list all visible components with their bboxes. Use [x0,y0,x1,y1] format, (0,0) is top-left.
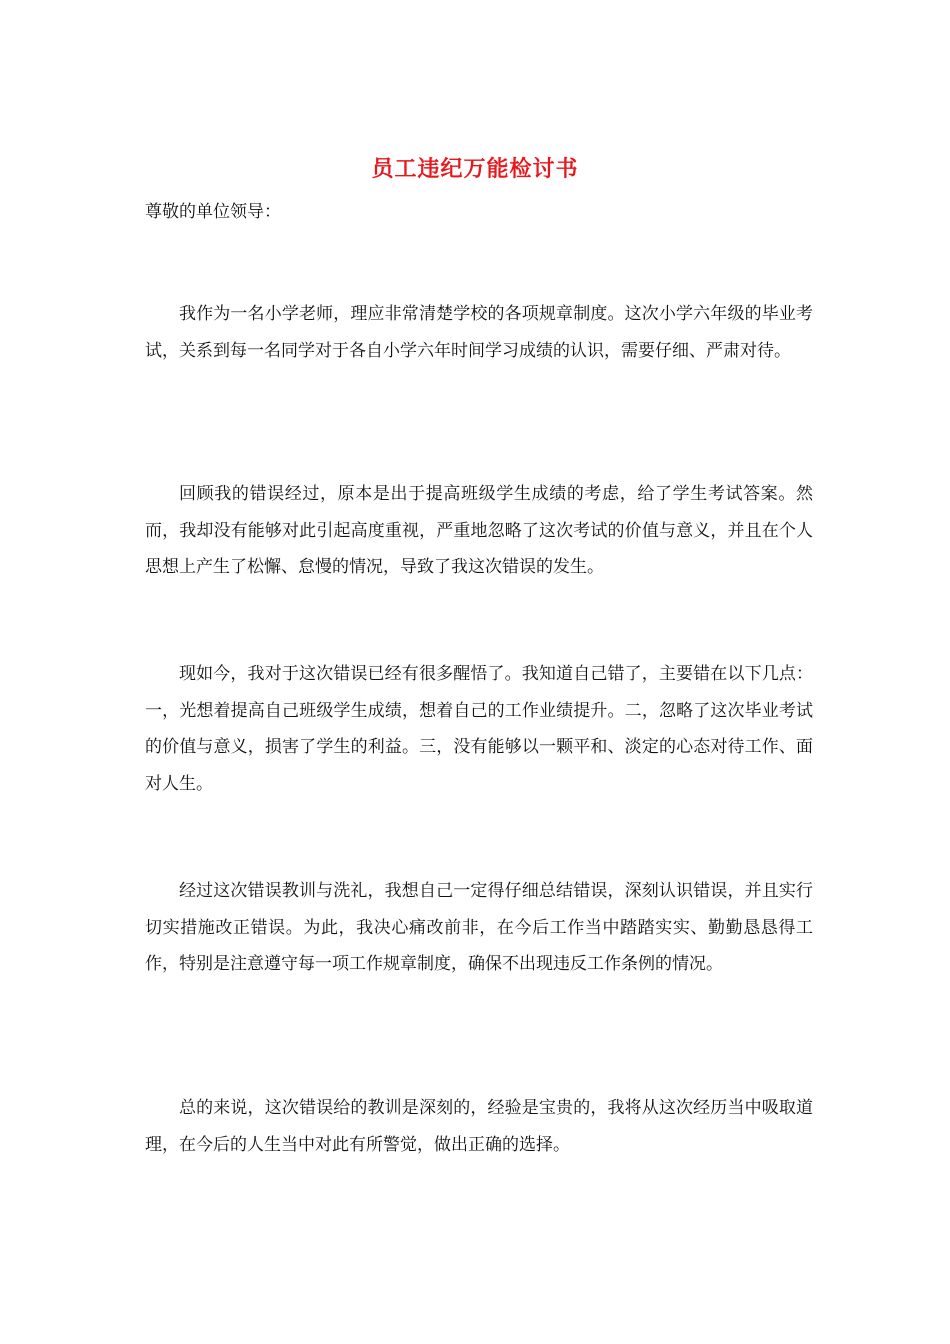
body-paragraph-2: 回顾我的错误经过，原本是出于提高班级学生成绩的考虑，给了学生考试答案。然而，我却没有能够对此引起高度重视，严重地忽略了这次考试的价值与意义，并且在个人思想上产生了松懈、怠慢的情况，导致了我这次错误的发生。 [145,484,813,577]
body-paragraph-1: 我作为一名小学老师，理应非常清楚学校的各项规章制度。这次小学六年级的毕业考试，关系到每一名同学对于各自小学六年时间学习成绩的认识，需要仔细、严肃对待。 [145,304,813,361]
body-paragraph-5: 总的来说，这次错误给的教训是深刻的，经验是宝贵的，我将从这次经历当中吸取道理，在今后的人生当中对此有所警觉，做出正确的选择。 [145,1098,813,1155]
salutation: 尊敬的单位领导： [145,202,281,222]
body-paragraph-4: 经过这次错误教训与洗礼，我想自己一定得仔细总结错误，深刻认识错误，并且实行切实措施改正错误。为此，我决心痛改前非，在今后工作当中踏踏实实、勤勤恳恳得工作，特别是注意遵守每一项工作规章制度，确保不出现违反工作条例的情况。 [145,881,813,974]
document-title: 员工违纪万能检讨书 [371,156,579,182]
body-paragraph-3: 现如今，我对于这次错误已经有很多醒悟了。我知道自己错了，主要错在以下几点：一，光想着提高自己班级学生成绩，想着自己的工作业绩提升。二，忽略了这次毕业考试的价值与意义，损害了学生的利益。三，没有能够以一颗平和、淡定的心态对待工作、面对人生。 [145,664,813,794]
